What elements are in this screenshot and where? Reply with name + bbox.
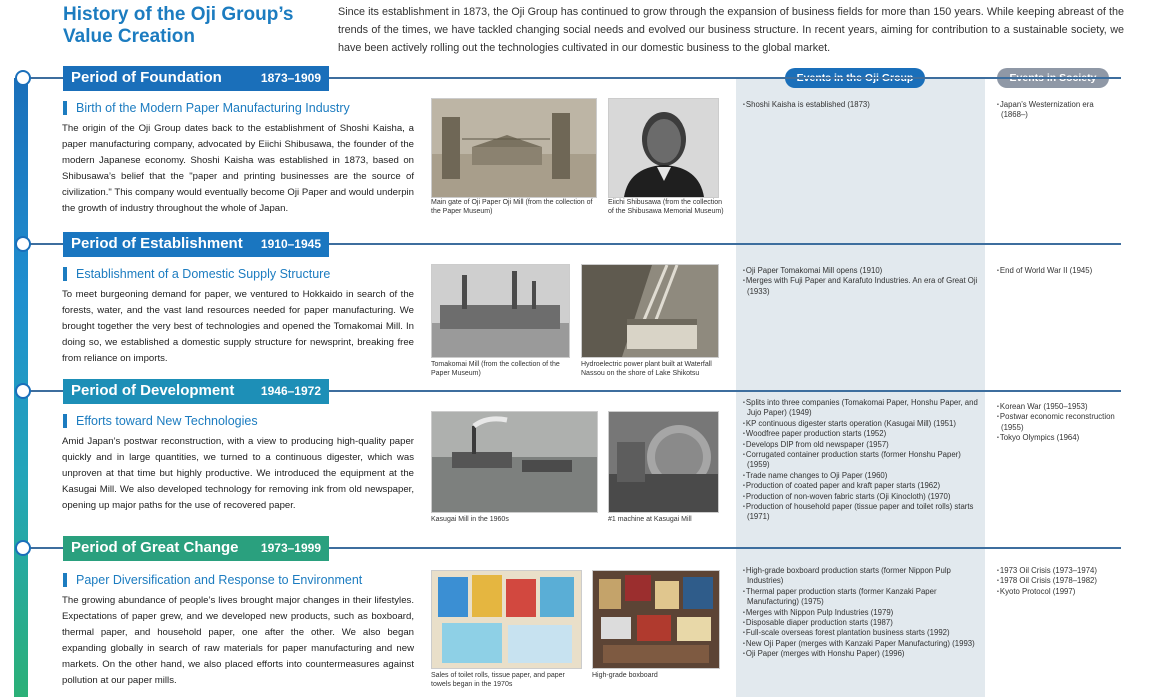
photo-caption: #1 machine at Kasugai Mill — [608, 516, 692, 523]
period-name: Period of Establishment — [71, 235, 243, 252]
period-description: The origin of the Oji Group dates back to the establishment of Shoshi Kaisha, a paper manufacturing company, advocated by Eiichi Shibusawa, the founder of the modern Japanese economy. Shoshi Kaisha was established in 1873, based on Shibusawa’s belief that the "paper and printing businesses are the source of civilization." This company would eventually become Oji Paper and would underpin the growth of industry throughout the whole of Japan. — [62, 123, 414, 214]
period-years: 1873–1909 — [260, 71, 321, 85]
period-header-foundation — [63, 66, 329, 91]
period-header-great-change — [63, 536, 329, 561]
period-name: Period of Development — [71, 382, 235, 399]
society-event: ･ 1978 Oil Crisis (1978–1982) — [996, 576, 1116, 586]
period-years: 1910–1945 — [260, 237, 321, 251]
society-event: ･ 1973 Oil Crisis (1973–1974) — [996, 566, 1116, 576]
group-event: ･ Production of non-woven fabric starts (Oji Kinocloth) (1970) — [742, 492, 982, 502]
timeline-node — [15, 540, 31, 556]
society-events-list — [996, 402, 1116, 444]
period-subtitle: Birth of the Modern Paper Manufacturing Industry — [63, 101, 350, 115]
period-subtitle: Efforts toward New Technologies — [63, 414, 258, 428]
page-title-line-1: History of the Oji Group’s — [63, 4, 294, 25]
group-event: ･ KP continuous digester starts operation (Kasugai Mill) (1951) — [742, 419, 982, 429]
group-events-list — [742, 100, 982, 110]
society-event: ･ Tokyo Olympics (1964) — [996, 433, 1116, 443]
photo-caption: Tomakomai Mill (from the collection of the Paper Museum) — [431, 361, 560, 377]
timeline-node — [15, 236, 31, 252]
photo-caption: Sales of toilet rolls, tissue paper, and paper towels began in the 1970s — [431, 672, 565, 688]
group-event: ･ Oji Paper Tomakomai Mill opens (1910) — [742, 266, 982, 276]
society-event: ･ End of World War II (1945) — [996, 266, 1116, 276]
group-event: ･ Shoshi Kaisha is established (1873) — [742, 100, 982, 110]
period-name: Period of Foundation — [71, 69, 222, 86]
photo-caption: High-grade boxboard — [592, 672, 658, 679]
society-events-list — [996, 100, 1116, 121]
photo-household-paper — [431, 570, 582, 669]
society-event: ･ Korean War (1950–1953) — [996, 402, 1116, 412]
group-event: ･ Corrugated container production starts (former Honshu Paper) (1959) — [742, 450, 982, 471]
photo-caption: Eiichi Shibusawa (from the collection of the Shibusawa Memorial Museum) — [608, 199, 724, 215]
group-event: ･ Splits into three companies (Tomakomai Paper, Honshu Paper, and Jujo Paper) (1949) — [742, 398, 982, 419]
group-event: ･ Merges with Fuji Paper and Karafuto Industries. An era of Great Oji (1933) — [742, 276, 982, 297]
group-event: ･ Woodfree paper production starts (1952) — [742, 429, 982, 439]
group-event: ･ New Oji Paper (merges with Kanzaki Paper Manufacturing) (1993) — [742, 639, 982, 649]
group-event: ･ Trade name changes to Oji Paper (1960) — [742, 471, 982, 481]
society-events-list — [996, 266, 1116, 276]
period-description: The growing abundance of people’s lives brought major changes in their lifestyles. Expectations of paper grew, and we developed new products, such as boxboard, thermal paper, and household paper, one after the other. We also began expanding globally in search of raw materials for paper manufacturing and new markets. On the other hand, we also placed efforts into countermeasures against pollution at our paper mills. — [62, 595, 414, 686]
group-events-list — [742, 398, 982, 523]
group-events-list — [742, 566, 982, 660]
period-name: Period of Great Change — [71, 539, 239, 556]
photo-main-gate — [431, 98, 597, 198]
timeline-node — [15, 70, 31, 86]
society-events-list — [996, 566, 1116, 597]
group-event: ･ High-grade boxboard production starts (former Nippon Pulp Industries) — [742, 566, 982, 587]
page-title-line-2: Value Creation — [63, 26, 195, 47]
photo-kasugai-mill — [431, 411, 598, 513]
group-event: ･ Disposable diaper production starts (1987) — [742, 618, 982, 628]
photo-hydroelectric-plant — [581, 264, 719, 358]
group-event: ･ Develops DIP from old newspaper (1957) — [742, 440, 982, 450]
photo-kasugai-machine — [608, 411, 719, 513]
group-events-list — [742, 266, 982, 297]
society-event: ･ Kyoto Protocol (1997) — [996, 587, 1116, 597]
intro-paragraph: Since its establishment in 1873, the Oji Group has continued to grow through the expansion of business fields for more than 150 years. While keeping abreast of the trends of the times, we have tackled changing social needs and evolved our business structure. In recent years, aiming for contribution to a sustainable society, we have been actively rolling out the technologies cultivated in our domestic business to the global market. — [338, 6, 1124, 54]
group-event: ･ Oji Paper (merges with Honshu Paper) (1996) — [742, 649, 982, 659]
period-subtitle: Paper Diversification and Response to Environment — [63, 573, 362, 587]
period-header-development — [63, 379, 329, 404]
period-description: To meet burgeoning demand for paper, we ventured to Hokkaido in search of the forests, water, and the vast land resources needed for paper manufacturing. We brought together the very best of technologies and opened the Tomakomai Mill. In doing so, we established a domestic supply structure for newsprint, breaking free from reliance on imports. — [62, 289, 414, 364]
timeline-node — [15, 383, 31, 399]
group-event: ･ Production of household paper (tissue paper and toilet rolls) starts (1971) — [742, 502, 982, 523]
period-subtitle: Establishment of a Domestic Supply Structure — [63, 267, 330, 281]
period-header-establishment — [63, 232, 329, 257]
photo-caption: Kasugai Mill in the 1960s — [431, 516, 509, 523]
photo-caption: Main gate of Oji Paper Oji Mill (from the collection of the Paper Museum) — [431, 199, 593, 215]
period-years: 1946–1972 — [260, 384, 321, 398]
period-description: Amid Japan’s postwar reconstruction, with a view to producing high-quality paper quickly and in large quantities, we turned to a continuous digester, which was unproven at that time but highly productive. We introduced the equipment at the Kasugai Mill. We also developed technology for removing ink from old newspaper, opening up major paths for the use of recovered paper. — [62, 436, 414, 511]
society-event: ･ Postwar economic reconstruction (1955) — [996, 412, 1116, 433]
group-event: ･ Merges with Nippon Pulp Industries (1979) — [742, 608, 982, 618]
group-event: ･ Production of coated paper and kraft paper starts (1962) — [742, 481, 982, 491]
period-years: 1973–1999 — [260, 541, 321, 555]
photo-eiichi-shibusawa — [608, 98, 719, 198]
photo-boxboard — [592, 570, 720, 669]
society-event: ･ Japan’s Westernization era (1868–) — [996, 100, 1116, 121]
page-title — [63, 4, 293, 48]
photo-caption: Hydroelectric power plant built at Waterfall Nassou on the shore of Lake Shikotsu — [581, 361, 712, 377]
group-event: ･ Thermal paper production starts (former Kanzaki Paper Manufacturing) (1975) — [742, 587, 982, 608]
photo-tomakomai-mill — [431, 264, 570, 358]
group-event: ･ Full-scale overseas forest plantation business starts (1992) — [742, 628, 982, 638]
